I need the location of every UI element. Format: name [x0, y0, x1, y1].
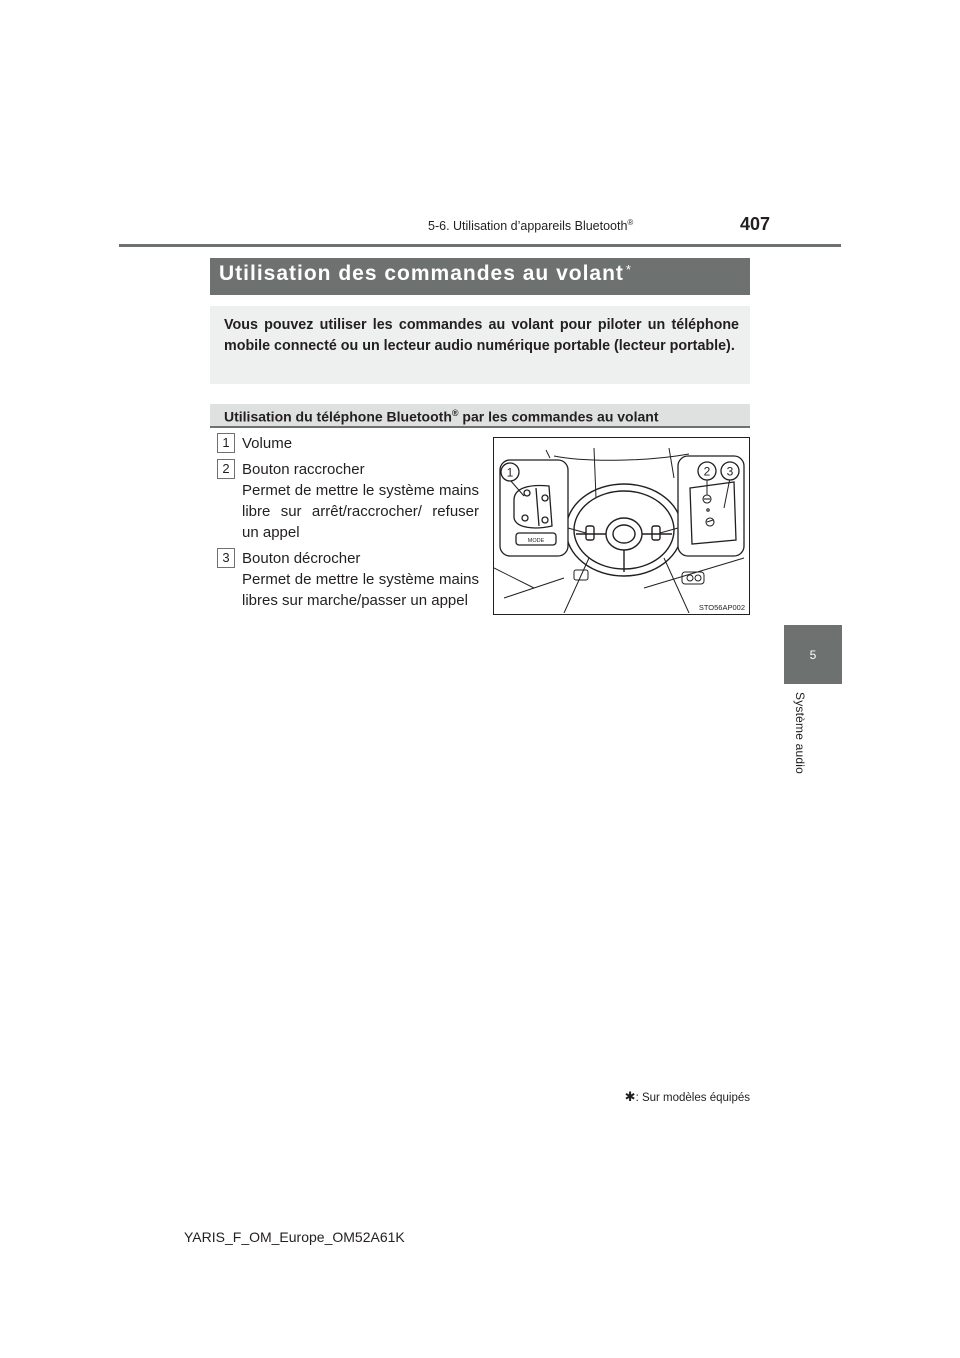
page-number: 407: [740, 214, 771, 234]
steering-wheel-icon: [566, 484, 682, 576]
subsection-text-start: Utilisation du téléphone Bluetooth: [224, 408, 452, 425]
footnote-text: : Sur modèles équipés: [635, 1092, 750, 1104]
title-asterisk: *: [625, 262, 632, 277]
header-divider: [119, 244, 841, 247]
figure-code: STO56AP002: [698, 603, 745, 612]
callout-1: 1: [506, 465, 514, 480]
item-title: Volume: [242, 435, 293, 452]
subsection-registered-mark: ®: [451, 408, 459, 418]
item-number-3: 3: [217, 548, 235, 568]
item-title: Bouton décrocher: [242, 550, 361, 567]
steering-switch-figure: [493, 437, 750, 615]
steering-wheel-illustration: [494, 438, 748, 613]
running-header: [428, 218, 633, 233]
callout-2: 2: [703, 464, 711, 479]
item-title: Bouton raccrocher: [242, 461, 365, 478]
chapter-number: 5: [809, 647, 817, 662]
item-description: Permet de mettre le système mains libre sur arrêt/raccrocher/ refuser un appel: [242, 482, 479, 541]
chapter-tab[interactable]: [784, 625, 842, 684]
section-title: [210, 258, 750, 295]
mode-label: MODE: [527, 538, 545, 544]
document-id: YARIS_F_OM_Europe_OM52A61K: [184, 1229, 405, 1245]
chapter-label: Système audio: [793, 692, 807, 774]
item-number-1: 1: [217, 433, 235, 453]
intro-paragraph: Vous pouvez utiliser les commandes au volant pour piloter un téléphone mobile connecté ou un lecteur audio numérique portable (lecteur portable).: [210, 306, 750, 384]
list-item-hang-up: [242, 459, 479, 543]
section-title-text: Utilisation des commandes au volant: [219, 262, 624, 285]
footnote: [625, 1089, 750, 1105]
callout-3: 3: [726, 464, 734, 479]
subsection-text-end: par les commandes au volant: [458, 408, 659, 425]
list-item-volume: [242, 433, 479, 454]
section-reference: 5-6. Utilisation d’appareils Bluetooth: [428, 219, 628, 234]
item-number-2: 2: [217, 459, 235, 479]
registered-mark: ®: [627, 218, 634, 227]
list-item-pick-up: [242, 548, 479, 611]
subsection-header: [210, 404, 750, 428]
footnote-asterisk: ✱: [624, 1089, 636, 1104]
item-description: Permet de mettre le système mains libres sur marche/passer un appel: [242, 571, 479, 609]
